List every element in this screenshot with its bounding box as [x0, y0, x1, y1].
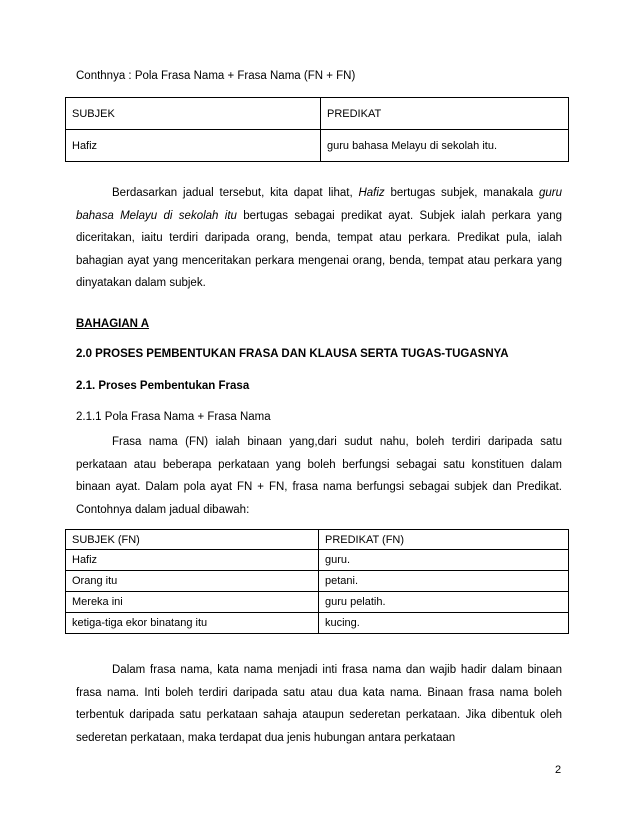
- table-cell: petani.: [319, 571, 569, 592]
- example-caption: Conthnya : Pola Frasa Nama + Frasa Nama (FN + FN): [76, 70, 356, 82]
- table-row: [66, 130, 569, 162]
- example-table: [65, 97, 569, 162]
- table-row: [66, 592, 569, 613]
- paragraph-inti-frasa: Dalam frasa nama, kata nama menjadi inti frasa nama dan wajib hadir dalam binaan frasa nama. Inti boleh terdiri daripada satu atau dua kata nama. Binaan frasa nama boleh terbentuk daripada satu perkataan sahaja ataupun sederetan perkataan. Jika dibentuk oleh sederetan perkataan, maka terdapat dua jenis hubungan antara perkataan: [76, 664, 562, 744]
- table-row: [66, 571, 569, 592]
- table-cell: guru bahasa Melayu di sekolah itu.: [321, 130, 569, 162]
- heading-section-2-1: 2.1. Proses Pembentukan Frasa: [76, 380, 250, 392]
- fn-table: [65, 529, 569, 634]
- table-header-predikat-fn: PREDIKAT (FN): [319, 530, 569, 550]
- table-cell: Hafiz: [66, 130, 321, 162]
- table-cell: guru.: [319, 550, 569, 571]
- italic-predicate: guru bahasa Melayu di sekolah itu: [76, 187, 562, 222]
- italic-subject: Hafiz: [358, 187, 385, 199]
- table-header-subjek: SUBJEK: [66, 98, 321, 130]
- heading-bahagian: BAHAGIAN A: [76, 318, 150, 330]
- table-cell: kucing.: [319, 613, 569, 634]
- paragraph-explanation: Berdasarkan jadual tersebut, kita dapat lihat, Hafiz bertugas subjek, manakala guru bahasa Melayu di sekolah itu bertugas sebagai predikat ayat. Subjek ialah perkara yang diceritakan, iaitu terdiri daripada orang, benda, tempat atau perkara. Predikat pula, ialah bahagian ayat yang menceritakan perkara mengenai orang, benda, tempat atau perkara yang dinyatakan dalam subjek.: [76, 187, 562, 290]
- paragraph-frasa-nama: Frasa nama (FN) ialah binaan yang,dari sudut nahu, boleh terdiri daripada satu perkataan atau beberapa perkataan yang boleh berfungsi sebagai satu konstituen dalam binaan ayat. Dalam pola ayat FN + FN, frasa nama berfungsi sebagai subjek dan Predikat. Contohnya dalam jadual dibawah:: [76, 436, 562, 516]
- table-header-predikat: PREDIKAT: [321, 98, 569, 130]
- table-cell: Mereka ini: [66, 592, 319, 613]
- table-header-subjek-fn: SUBJEK (FN): [66, 530, 319, 550]
- table-cell: Orang itu: [66, 571, 319, 592]
- page-number: 2: [555, 764, 562, 776]
- table-cell: ketiga-tiga ekor binatang itu: [66, 613, 319, 634]
- table-row: [66, 613, 569, 634]
- table-cell: guru pelatih.: [319, 592, 569, 613]
- table-cell: Hafiz: [66, 550, 319, 571]
- heading-section-2-0: 2.0 PROSES PEMBENTUKAN FRASA DAN KLAUSA SERTA TUGAS-TUGASNYA: [76, 348, 509, 360]
- heading-section-2-1-1: 2.1.1 Pola Frasa Nama + Frasa Nama: [76, 411, 271, 423]
- table-row: [66, 550, 569, 571]
